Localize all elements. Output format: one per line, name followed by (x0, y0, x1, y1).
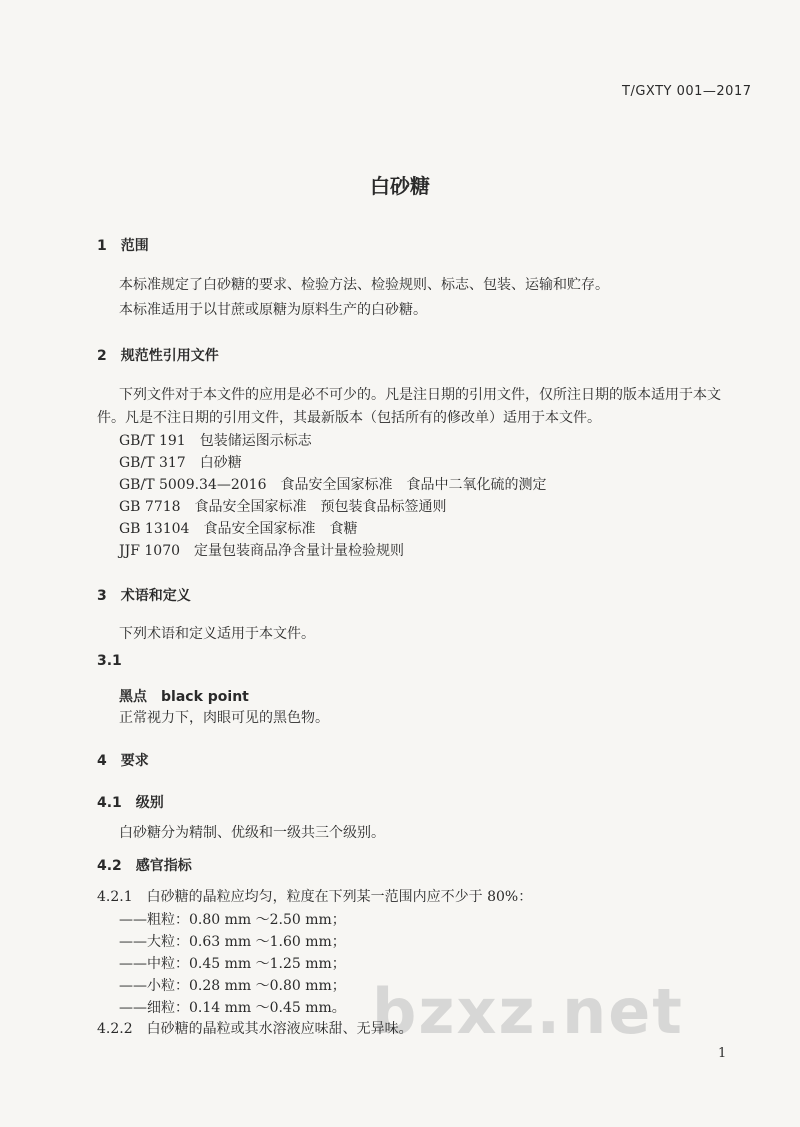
term-definition: 正常视力下，肉眼可见的黑色物。 (119, 710, 329, 726)
section-4-heading: 4 要求 (97, 753, 149, 769)
term-name: 黑点 black point (119, 689, 249, 705)
grain-size-item: ——中粒：0.45 mm ～1.25 mm； (119, 956, 346, 972)
reference-item: GB 7718 食品安全国家标准 预包装食品标签通则 (119, 499, 447, 515)
grain-size-item: ——细粒：0.14 mm ～0.45 mm。 (119, 1000, 346, 1016)
reference-item: GB 13104 食品安全国家标准 食糖 (119, 521, 358, 537)
grain-size-item: ——大粒：0.63 mm ～1.60 mm； (119, 934, 346, 950)
section-2-paragraph-line-1: 下列文件对于本文件的应用是必不可少的。凡是注日期的引用文件，仅所注日期的版本适用于本文 (119, 387, 721, 403)
watermark: bzxz.net (372, 975, 684, 1048)
section-3-heading: 3 术语和定义 (97, 588, 191, 604)
reference-item: JJF 1070 定量包装商品净含量计量检验规则 (119, 543, 405, 559)
section-1-paragraph-2: 本标准适用于以甘蔗或原糖为原料生产的白砂糖。 (119, 302, 427, 318)
section-4-1-heading: 4.1 级别 (97, 795, 164, 811)
page-number: 1 (718, 1046, 727, 1061)
document-title: 白砂糖 (370, 174, 430, 198)
reference-item: GB/T 5009.34—2016 食品安全国家标准 食品中二氧化硫的测定 (119, 477, 547, 493)
reference-item: GB/T 317 白砂糖 (119, 455, 242, 471)
section-3-paragraph: 下列术语和定义适用于本文件。 (119, 626, 315, 642)
grain-size-item: ——小粒：0.28 mm ～0.80 mm； (119, 978, 346, 994)
section-4-1-text: 白砂糖分为精制、优级和一级共三个级别。 (119, 825, 385, 841)
section-1-paragraph-1: 本标准规定了白砂糖的要求、检验方法、检验规则、标志、包装、运输和贮存。 (119, 277, 609, 293)
section-2-heading: 2 规范性引用文件 (97, 348, 219, 364)
term-number: 3.1 (97, 653, 122, 669)
reference-item: GB/T 191 包装储运图示标志 (119, 433, 312, 449)
section-4-2-heading: 4.2 感官指标 (97, 858, 192, 874)
section-4-2-1-text: 4.2.1 白砂糖的晶粒应均匀，粒度在下列某一范围内应不少于 80%： (97, 889, 533, 905)
grain-size-item: ——粗粒：0.80 mm ～2.50 mm； (119, 912, 346, 928)
section-2-paragraph-line-2: 件。凡是不注日期的引用文件，其最新版本（包括所有的修改单）适用于本文件。 (97, 410, 601, 426)
section-1-heading: 1 范围 (97, 238, 149, 254)
document-code: T/GXTY 001—2017 (622, 84, 752, 99)
section-4-2-2-text: 4.2.2 白砂糖的晶粒或其水溶液应味甜、无异味。 (97, 1021, 413, 1037)
